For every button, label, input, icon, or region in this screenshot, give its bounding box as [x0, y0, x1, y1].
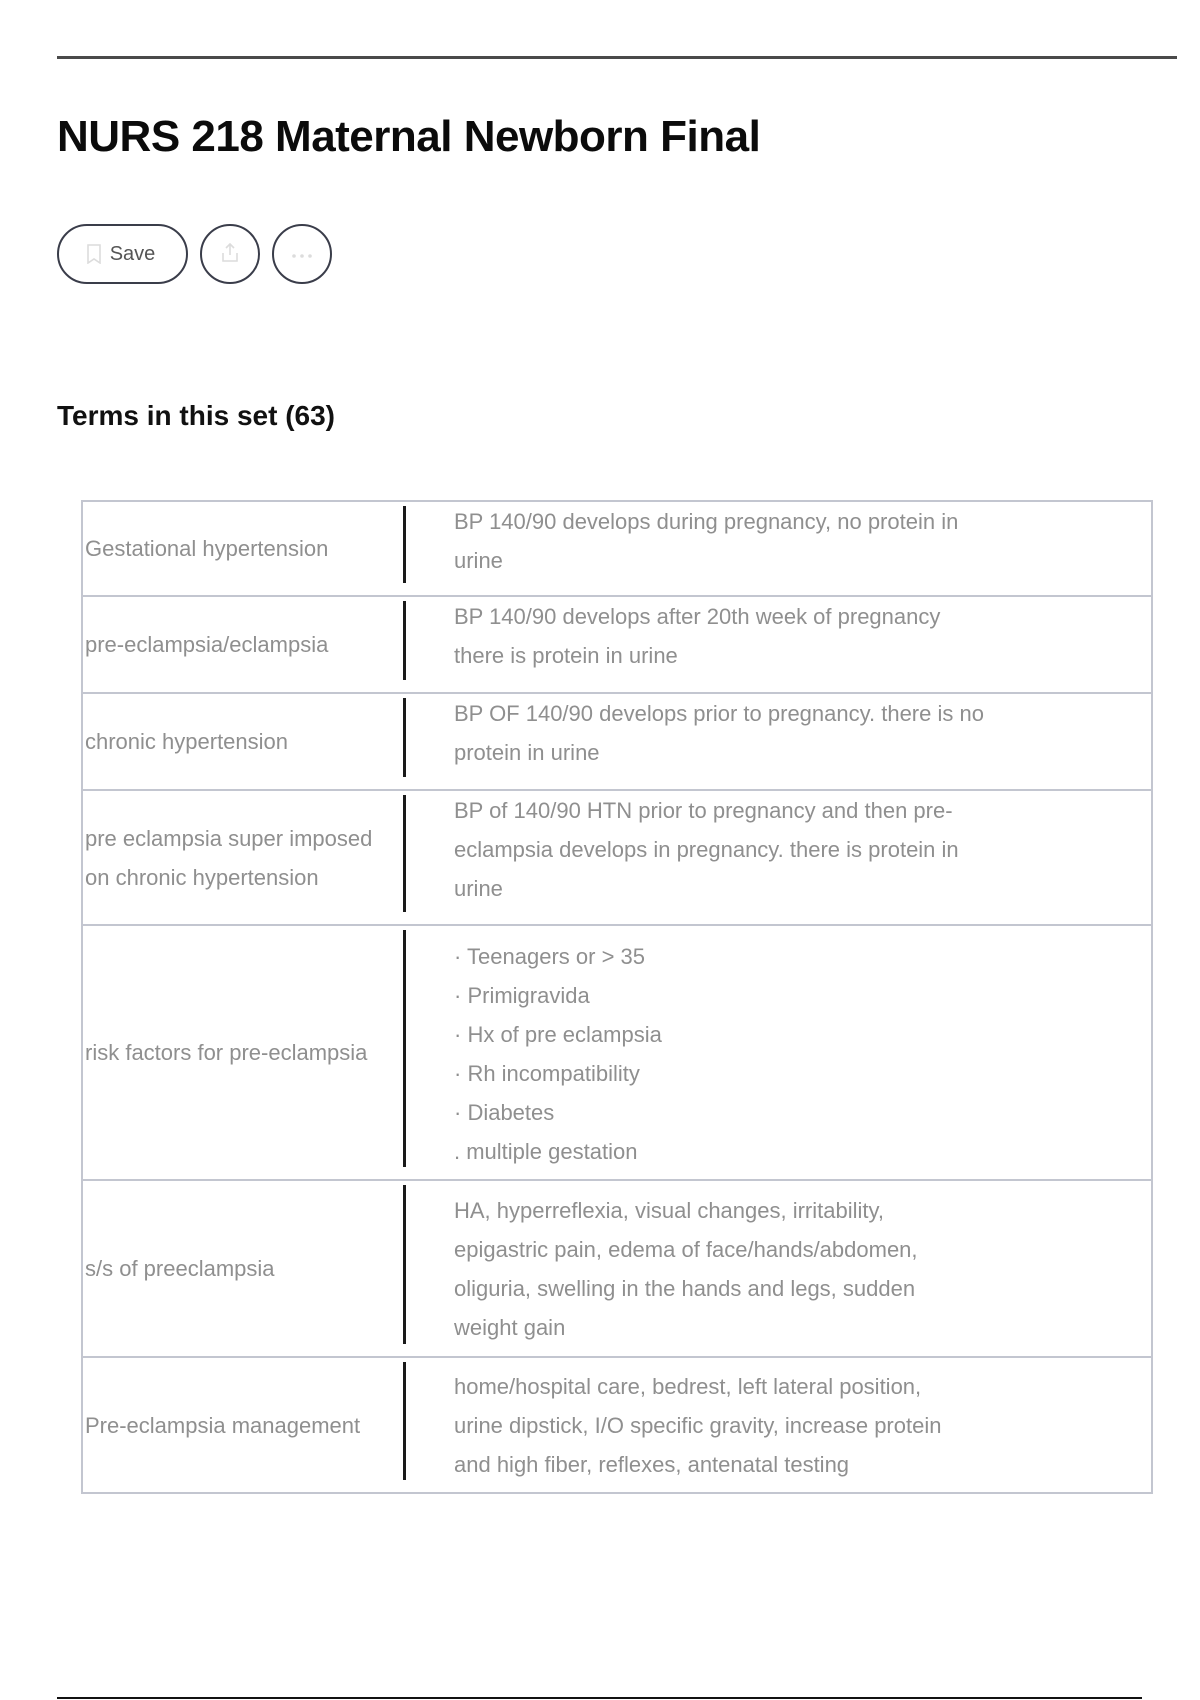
- terms-heading: Terms in this set (63): [57, 400, 336, 431]
- term-row[interactable]: [81, 924, 1153, 1181]
- definition-line: . multiple gestation: [454, 1138, 638, 1164]
- term-definition: [406, 1181, 1151, 1356]
- top-divider: [57, 56, 1177, 59]
- definition-line: epigastric pain, edema of face/hands/abdomen,: [454, 1236, 918, 1262]
- definition-line: weight gain: [454, 1314, 566, 1340]
- definition-line: and high fiber, reflexes, antenatal testing: [454, 1451, 850, 1477]
- definition-line: urine dipstick, I/O specific gravity, increase protein: [454, 1412, 942, 1438]
- definition-line: BP 140/90 develops during pregnancy, no protein in: [454, 509, 959, 534]
- action-bar: [57, 224, 332, 284]
- term-word: pre-eclampsia/eclampsia: [85, 632, 329, 657]
- term-definition: [406, 791, 1151, 924]
- definition-line: home/hospital care, bedrest, left lateral position,: [454, 1373, 922, 1399]
- definition-line: there is protein in urine: [454, 643, 678, 668]
- save-button[interactable]: [57, 224, 188, 284]
- term-word: risk factors for pre-eclampsia: [85, 1040, 368, 1065]
- term-word: Gestational hypertension: [85, 536, 329, 561]
- share-icon: [218, 241, 242, 268]
- more-button[interactable]: [272, 224, 332, 284]
- definition-line: protein in urine: [454, 740, 600, 765]
- term-row[interactable]: [81, 789, 1153, 926]
- term-row[interactable]: [81, 595, 1153, 694]
- term-word: chronic hypertension: [85, 729, 289, 754]
- definition-line: BP OF 140/90 develops prior to pregnancy. there is no: [454, 701, 984, 726]
- bottom-divider: [57, 1697, 1142, 1699]
- share-button[interactable]: [200, 224, 260, 284]
- definition-line: urine: [454, 548, 503, 573]
- page-title: NURS 218 Maternal Newborn Final: [57, 112, 761, 161]
- definition-line: · Diabetes: [454, 1099, 555, 1125]
- term-word: s/s of preeclampsia: [85, 1256, 275, 1281]
- term-definition: [406, 597, 1151, 692]
- more-icon: [290, 247, 314, 262]
- term-row[interactable]: [81, 1356, 1153, 1494]
- term-definition: [406, 694, 1151, 789]
- definition-line: · Primigravida: [454, 982, 590, 1008]
- definition-line: HA, hyperreflexia, visual changes, irritability,: [454, 1197, 884, 1223]
- term-word: Pre-eclampsia management: [85, 1412, 361, 1438]
- term-word: pre eclampsia super imposed on chronic hypertension: [85, 825, 373, 890]
- definition-line: · Rh incompatibility: [454, 1060, 640, 1086]
- definition-line: oliguria, swelling in the hands and legs, sudden: [454, 1275, 916, 1301]
- term-definition: [406, 502, 1151, 595]
- term-definition: [406, 1358, 1151, 1492]
- bookmark-icon: [86, 244, 102, 264]
- definition-line: BP of 140/90 HTN prior to pregnancy and then pre-: [454, 798, 953, 823]
- term-definition: [406, 926, 1151, 1179]
- definition-line: eclampsia develops in pregnancy. there is protein in: [454, 837, 959, 862]
- term-row[interactable]: [81, 500, 1153, 597]
- term-row[interactable]: [81, 692, 1153, 791]
- definition-line: urine: [454, 876, 503, 901]
- terms-list: [81, 502, 1153, 1494]
- term-row[interactable]: [81, 1179, 1153, 1358]
- save-button-label: Save: [109, 242, 156, 265]
- definition-line: · Hx of pre eclampsia: [454, 1021, 662, 1047]
- definition-line: · Teenagers or > 35: [454, 943, 645, 969]
- definition-line: BP 140/90 develops after 20th week of pregnancy: [454, 604, 941, 629]
